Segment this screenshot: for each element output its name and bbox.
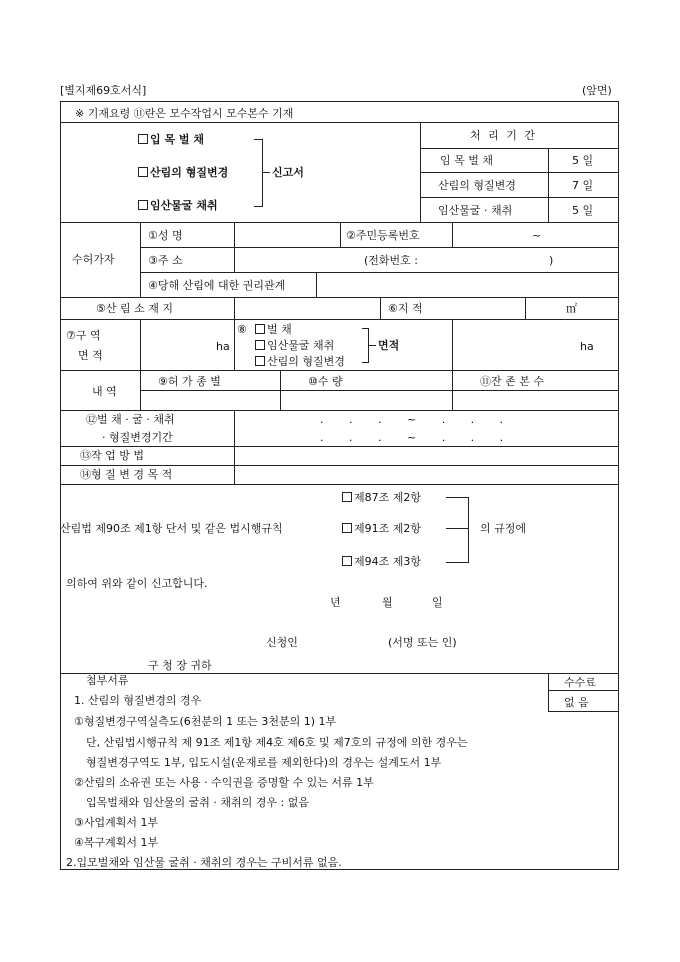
filling-note: ※ 기재요령 ⑪란은 모수작업시 모수본수 기재: [75, 107, 294, 120]
applicant-group-label: 수허가자: [72, 253, 115, 266]
period-line-2: . . . ~ . . .: [320, 431, 504, 444]
area-option-digging[interactable]: 임산물굴 채취: [255, 340, 334, 351]
declaration-text: 의하여 위와 같이 신고합니다.: [66, 577, 208, 590]
attachment-line: 1. 산림의 형질변경의 경우: [74, 694, 202, 707]
alteration-purpose-label: ⑭형 질 변 경 목 적: [80, 468, 173, 481]
processing-value: 5 일: [572, 204, 594, 217]
work-method-label: ⑬작 업 방 법: [80, 449, 144, 462]
article-option-87[interactable]: 제87조 제2항: [342, 492, 421, 503]
area-label-1: ⑦구 역: [66, 329, 101, 342]
regulation-tail: 의 규정에: [480, 522, 527, 535]
sign-or-seal: (서명 또는 인): [388, 636, 457, 649]
article-option-91[interactable]: 제91조 제2항: [342, 523, 421, 534]
phone-close: ): [549, 254, 554, 267]
title-bracket: [254, 139, 263, 207]
applicant-signature-label: 신청인: [266, 636, 298, 649]
processing-title: 처 리 기 간: [470, 129, 537, 142]
month-label: 월: [382, 596, 393, 609]
form-number: [별지제69호서식]: [60, 84, 147, 97]
article-option-94[interactable]: 제94조 제3항: [342, 556, 421, 567]
form-title: 신고서: [272, 166, 304, 179]
addressee: 구 청 장 귀하: [148, 659, 212, 672]
page-side: (앞면): [582, 84, 612, 97]
period-line-1: . . . ~ . . .: [320, 413, 504, 426]
option-forest-alteration[interactable]: 산림의 형질변경: [138, 167, 228, 178]
article-bracket: [446, 497, 468, 563]
attachment-line: ④복구계획서 1부: [74, 836, 159, 849]
area-number: ⑧: [237, 323, 247, 336]
option-timber-cutting[interactable]: 입 목 벌 채: [138, 134, 204, 145]
remaining-count-header: ⑪잔 존 본 수: [480, 375, 544, 388]
attachment-line: 입목벌채와 임산물의 굴취 · 채취의 경우 : 없음: [86, 796, 309, 809]
year-label: 년: [330, 596, 341, 609]
legal-basis: 산림법 제90조 제1항 단서 및 같은 법시행규칙: [60, 522, 283, 535]
processing-value: 5 일: [572, 154, 594, 167]
area-unit-ha: ha: [216, 340, 230, 353]
form-frame: [60, 101, 619, 870]
rights-label: ④당해 산림에 대한 권리관계: [148, 279, 286, 292]
area-unit: ㎡: [566, 302, 577, 315]
processing-value: 7 일: [572, 179, 594, 192]
processing-label: 임산물굴 · 채취: [438, 204, 513, 217]
details-group-label: 내 역: [92, 385, 117, 398]
processing-label: 임 목 벌 채: [440, 154, 493, 167]
land-area-label: ⑥지 적: [388, 302, 423, 315]
attachment-line: 2.입모벌채와 임산물 굴취 · 채취의 경우는 구비서류 없음.: [66, 856, 342, 869]
name-label: ①성 명: [148, 229, 183, 242]
fee-value: 없 음: [564, 696, 589, 709]
period-label-2: · 형질변경기간: [102, 431, 173, 444]
phone-label: (전화번호 :: [364, 254, 418, 267]
area-mark: 면적: [378, 339, 400, 352]
day-label: 일: [432, 596, 443, 609]
area-option-alteration[interactable]: 산림의 형질변경: [255, 356, 345, 367]
forest-location-label: ⑤산 림 소 재 지: [96, 302, 173, 315]
attachment-line: ①형질변경구역실측도(6천분의 1 또는 3천분의 1) 1부: [74, 715, 337, 728]
address-label: ③주 소: [148, 254, 183, 267]
period-label-1: ⑫벌 채 · 굴 · 채취: [86, 413, 175, 426]
attachment-line: 형질변경구역도 1부, 입도시설(운재로를 제외한다)의 경우는 설계도서 1부: [86, 756, 442, 769]
fee-label: 수수료: [564, 676, 596, 689]
permit-type-header: ⑨허 가 종 별: [158, 375, 221, 388]
area-unit-ha-2: ha: [580, 340, 594, 353]
attachment-line: ③사업계획서 1부: [74, 816, 159, 829]
attachments-title: 첨부서류: [86, 674, 129, 687]
quantity-header: ⑩수 량: [308, 375, 343, 388]
option-forest-product-digging[interactable]: 임산물굴 채취: [138, 200, 218, 211]
rrn-label: ②주민등록번호: [346, 229, 420, 242]
attachment-line: 단, 산림법시행규칙 제 91조 제1항 제4호 제6호 및 제7호의 규정에 의한 경우는: [86, 736, 468, 749]
processing-label: 산림의 형질변경: [438, 179, 516, 192]
attachment-line: ②산림의 소유권 또는 사용 · 수익권을 증명할 수 있는 서류 1부: [74, 776, 374, 789]
area-label-2: 면 적: [78, 349, 103, 362]
rrn-separator: ~: [532, 229, 542, 242]
area-option-cutting[interactable]: 벌 채: [255, 324, 292, 335]
